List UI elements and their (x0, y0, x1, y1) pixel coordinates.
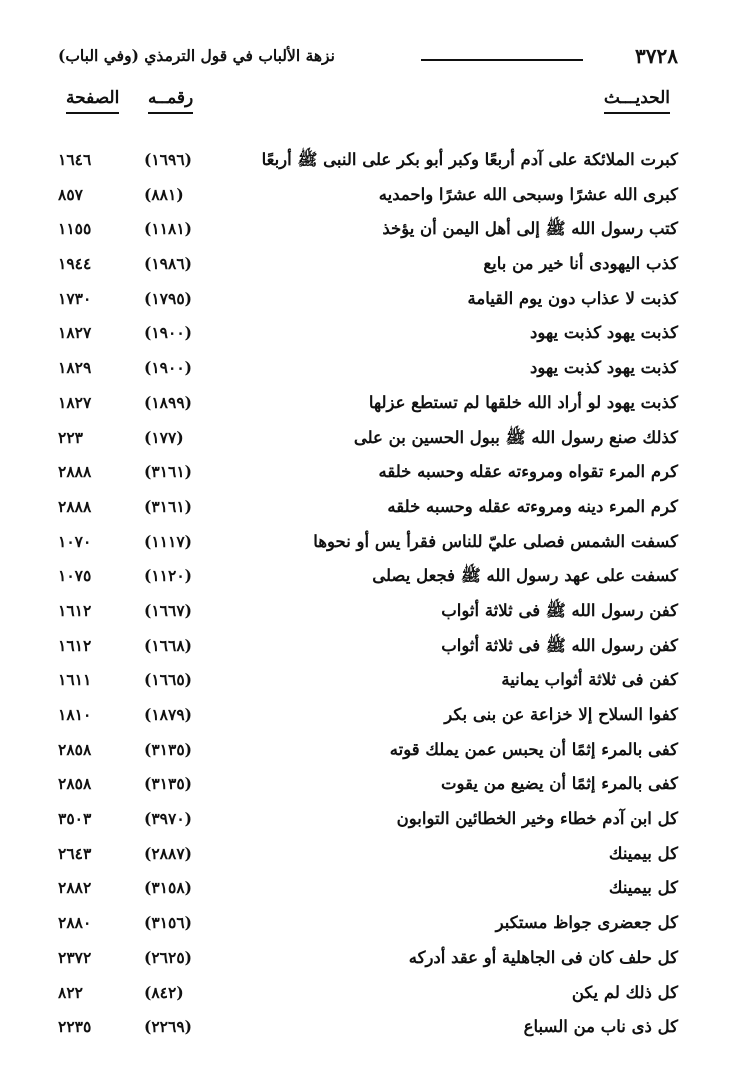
index-row (58, 597, 678, 632)
hadith-text: كسفت الشمس فصلى عليّ للناس فقرأ يس أو نحوها (313, 531, 678, 551)
index-row (58, 458, 678, 493)
hadith-text: كذبت يهود لو أراد الله خلقها لم تستطع عزلها (368, 392, 678, 412)
index-row (58, 840, 678, 875)
hadith-number: (٣١٣٥) (144, 774, 192, 794)
hadith-number: (٣١٥٨) (144, 878, 192, 898)
page-reference: ٢٨٥٨ (58, 774, 92, 794)
hadith-text: كتب رسول الله ﷺ إلى أهل اليمن أن يؤخذ (382, 219, 678, 239)
page-reference: ٢٦٤٣ (58, 843, 92, 863)
header-rule (421, 59, 583, 61)
hadith-number: (١١٢٠) (144, 566, 192, 586)
column-header-page: الصفحة (66, 88, 119, 114)
hadith-number: (٣١٥٦) (144, 913, 192, 933)
book-title: نزهة الألباب في قول الترمذي (وفي الباب) (58, 46, 335, 65)
page-reference: ١٠٧٠ (58, 531, 92, 551)
page-reference: ٢٨٥٨ (58, 739, 92, 759)
hadith-index-list (58, 146, 678, 1048)
hadith-number: (١١٨١) (144, 219, 192, 239)
hadith-number: (١٧٧) (144, 427, 184, 447)
index-row (58, 805, 678, 840)
index-row (58, 424, 678, 459)
page-reference: ٢٨٨٠ (58, 913, 92, 933)
hadith-text: كذبت يهود كذبت يهود (530, 323, 678, 343)
hadith-number: (١٧٩٥) (144, 288, 192, 308)
index-row (58, 250, 678, 285)
hadith-text: كل جعضرى جواظ مستكبر (495, 913, 678, 933)
index-row (58, 632, 678, 667)
page-reference: ١٨٢٩ (58, 358, 92, 378)
hadith-text: كذب اليهودى أنا خير من بايع (483, 254, 678, 274)
index-row (58, 701, 678, 736)
hadith-text: كل ذلك لم يكن (571, 982, 678, 1002)
page-reference: ١٨٢٧ (58, 323, 92, 343)
index-row (58, 389, 678, 424)
index-row (58, 562, 678, 597)
index-row (58, 736, 678, 771)
index-row (58, 493, 678, 528)
hadith-text: كرم المرء تقواه ومروءته عقله وحسبه خلقه (378, 462, 678, 482)
hadith-text: كرم المرء دينه ومروءته عقله وحسبه خلقه (387, 496, 678, 516)
hadith-text: كذلك صنع رسول الله ﷺ ببول الحسين بن على (353, 427, 678, 447)
hadith-number: (١١١٧) (144, 531, 192, 551)
hadith-number: (١٩٨٦) (144, 254, 192, 274)
column-header-hadith: الحديـــث (604, 88, 670, 114)
page-reference: ١٦١٢ (58, 600, 92, 620)
page-reference: ٣٥٠٣ (58, 809, 92, 829)
hadith-number: (١٦٦٥) (144, 670, 192, 690)
column-header-number: رقمــه (148, 88, 193, 114)
hadith-text: كل بيمينك (608, 878, 678, 898)
hadith-number: (١٦٩٦) (144, 150, 192, 169)
index-row (58, 979, 678, 1014)
page-number: ٣٧٢٨ (635, 44, 678, 68)
index-row (58, 354, 678, 389)
page-reference: ٢٨٨٢ (58, 878, 92, 898)
hadith-number: (٣١٦١) (144, 496, 192, 516)
index-row (58, 215, 678, 250)
index-row (58, 770, 678, 805)
index-row (58, 181, 678, 216)
page-reference: ١٦١١ (58, 670, 92, 690)
page-reference: ٢٣٧٢ (58, 947, 92, 967)
hadith-number: (٣١٦١) (144, 462, 192, 482)
hadith-number: (١٦٦٧) (144, 600, 192, 620)
hadith-text: كفن رسول الله ﷺ فى ثلاثة أثواب (441, 635, 678, 655)
page-reference: ١٨١٠ (58, 705, 92, 724)
hadith-text: كل ابن آدم خطاء وخير الخطائين التوابون (396, 809, 678, 829)
index-row (58, 944, 678, 979)
hadith-text: كذبت يهود كذبت يهود (530, 358, 678, 378)
hadith-text: كفى بالمرء إثمًا أن يضيع من يقوت (441, 774, 678, 794)
index-row (58, 874, 678, 909)
hadith-text: كفن فى ثلاثة أثواب يمانية (501, 670, 678, 690)
hadith-text: كفى بالمرء إثمًا أن يحبس عمن يملك قوته (389, 739, 678, 759)
hadith-text: كفوا السلاح إلا خزاعة عن بنى بكر (444, 705, 678, 724)
page-header (58, 44, 678, 76)
page-reference: ١٦٤٦ (58, 150, 92, 169)
hadith-number: (٢٦٢٥) (144, 947, 192, 967)
hadith-number: (٨٤٢) (144, 982, 184, 1002)
index-row (58, 909, 678, 944)
hadith-number: (٢٢٦٩) (144, 1017, 192, 1037)
page-reference: ٢٨٨٨ (58, 462, 92, 482)
hadith-number: (٨٨١) (144, 184, 184, 204)
index-row (58, 528, 678, 563)
hadith-number: (٢٨٨٧) (144, 843, 192, 863)
hadith-text: كبرت الملائكة على آدم أربعًا وكبر أبو بكر على النبى ﷺ أربعًا (261, 150, 678, 169)
hadith-text: كل ذى ناب من السباع (523, 1017, 678, 1037)
index-row (58, 319, 678, 354)
hadith-text: كذبت لا عذاب دون يوم القيامة (467, 288, 678, 308)
hadith-number: (١٦٦٨) (144, 635, 192, 655)
page-reference: ١٨٢٧ (58, 392, 92, 412)
page-reference: ١٦١٢ (58, 635, 92, 655)
hadith-number: (٣٩٧٠) (144, 809, 192, 829)
hadith-number: (١٨٧٩) (144, 705, 192, 724)
page-reference: ١١٥٥ (58, 219, 92, 239)
page-reference: ١٠٧٥ (58, 566, 92, 586)
hadith-text: كل بيمينك (608, 843, 678, 863)
page-reference: ٢٢٣٥ (58, 1017, 92, 1037)
index-row (58, 146, 678, 181)
page-reference: ١٩٤٤ (58, 254, 92, 274)
page-reference: ٨٢٢ (58, 982, 83, 1002)
index-row (58, 1013, 678, 1048)
page-reference: ١٧٣٠ (58, 288, 92, 308)
hadith-number: (١٨٩٩) (144, 392, 192, 412)
hadith-text: كفن رسول الله ﷺ فى ثلاثة أثواب (441, 600, 678, 620)
page-reference: ٢٨٨٨ (58, 496, 92, 516)
hadith-text: كسفت على عهد رسول الله ﷺ فجعل يصلى (372, 566, 678, 586)
hadith-text: كبرى الله عشرًا وسبحى الله عشرًا واحمديه (378, 184, 678, 204)
page-reference: ٢٢٣ (58, 427, 83, 447)
page-reference: ٨٥٧ (58, 184, 83, 204)
index-row (58, 666, 678, 701)
hadith-text: كل حلف كان فى الجاهلية أو عقد أدركه (408, 947, 678, 967)
hadith-number: (١٩٠٠) (144, 323, 192, 343)
hadith-number: (١٩٠٠) (144, 358, 192, 378)
hadith-number: (٣١٣٥) (144, 739, 192, 759)
index-row (58, 285, 678, 320)
